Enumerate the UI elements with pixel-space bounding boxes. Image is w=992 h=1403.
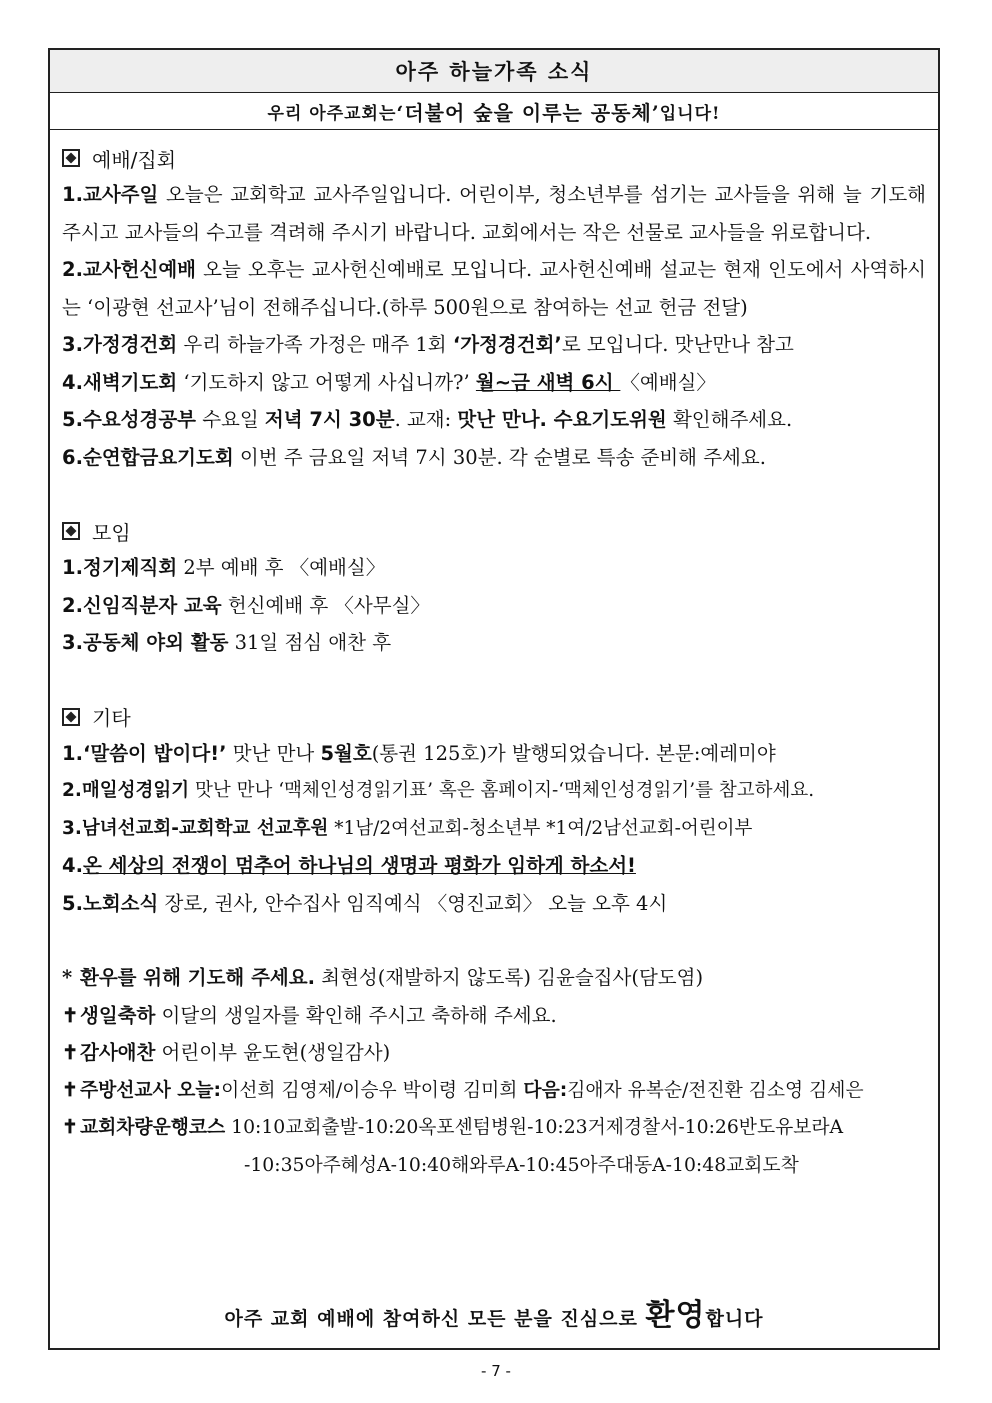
note-text: 이달의 생일자를 확인해 주시고 축하해 주세요.	[155, 1003, 557, 1027]
item-text: 헌신예배 후 〈사무실〉	[221, 593, 430, 617]
section-title: 기타	[92, 706, 131, 730]
motto-prefix: 우리 아주교회는	[267, 103, 397, 124]
note-text: 최현성(재발하지 않도록) 김윤슬집사(담도염)	[314, 966, 704, 989]
note-item	[62, 1034, 926, 1072]
item-emphasis: 월~금 새벽 6시	[475, 370, 621, 394]
item-text: 장로, 권사, 안수집사 임직예식 〈영진교회〉 오늘 오후 4시	[158, 891, 668, 915]
prayer-emphasis: 온 세상의 전쟁이 멈추어 하나님의 생명과 평화가 임하게 하소서!	[82, 854, 636, 877]
item-label: 2.매일성경읽기	[62, 780, 190, 801]
motto-line	[50, 93, 938, 130]
item-text: 2부 예배 후 〈예배실〉	[177, 556, 386, 579]
spacer	[62, 662, 926, 699]
section-heading	[62, 699, 926, 735]
route-continuation: -10:35아주혜성A-10:40해와루A-10:45아주대동A-10:48교회도착	[244, 1154, 799, 1176]
motto-suffix: 입니다!	[659, 103, 721, 124]
welcome-message	[50, 1290, 938, 1334]
motto-bold: ‘더불어 숲을 이루는 공동체’	[396, 100, 660, 125]
item-text: 우리 하늘가족 가정은 매주 1회	[177, 333, 453, 356]
section-worship	[62, 140, 926, 476]
note-text: 어린이부 윤도현(생일감사)	[155, 1041, 391, 1064]
section-etc	[62, 699, 926, 923]
note-text: 10:10교회출발-10:20옥포센텀병원-10:23거제경찰서-10:26반도유보라A	[225, 1117, 844, 1138]
item-text: (통권 125호)가 발행되었습니다. 본문:예레미야	[371, 741, 776, 765]
section-title: 예배/집회	[92, 147, 177, 172]
item-label: 5.수요성경공부	[62, 408, 196, 431]
item-text: 맛난 만나	[226, 741, 321, 765]
welcome-text: 아주 교회 예배에 참여하신 모든 분을 진심으로	[224, 1308, 646, 1330]
list-item	[62, 401, 926, 439]
list-item	[62, 326, 926, 364]
item-emphasis: 저녁 7시 30분	[264, 408, 395, 431]
diamond-box-icon	[62, 522, 80, 540]
item-text: 수요일	[196, 408, 265, 431]
note-item	[62, 997, 926, 1035]
item-label: 4.새벽기도회	[62, 370, 178, 394]
item-text: 오늘은 교회학교 교사주일입니다. 어린이부, 청소년부를 섬기는 교사들을 위해 늘 기도해 주시고 교사들의 수고를 격려해 주시기 바랍니다. 교회에서는 작은 선물로 교사들을 위로합니다.	[62, 183, 926, 244]
list-item	[62, 587, 926, 625]
list-item	[62, 735, 926, 773]
list-item	[62, 251, 926, 326]
cross-icon: ✝	[62, 1078, 78, 1101]
list-item	[62, 810, 926, 848]
page-number: - 7 -	[481, 1362, 511, 1380]
list-item	[62, 176, 926, 251]
spacer	[62, 476, 926, 513]
item-label: 5.노회소식	[62, 891, 159, 915]
item-text: 이번 주 금요일 저녁 7시 30분. 각 순별로 특송 준비해 주세요.	[233, 445, 766, 469]
list-item	[62, 439, 926, 477]
spacer	[62, 922, 926, 959]
section-heading	[62, 140, 926, 176]
page-title: 아주 하늘가족 소식	[50, 50, 938, 93]
note-item	[62, 1072, 926, 1110]
item-text: *1남/2여선교회-청소년부 *1여/2남선교회-어린이부	[328, 817, 753, 839]
item-text: . 교재:	[394, 408, 458, 431]
item-label: 6.순연합금요기도회	[62, 445, 234, 469]
list-item	[62, 847, 926, 885]
item-emphasis: 맛난 만나. 수요기도위원	[457, 408, 667, 431]
item-text: 31일 점심 애찬 후	[228, 631, 392, 654]
item-text: 〈예배실〉	[620, 370, 716, 394]
item-label: 3.남녀선교회-교회학교 선교후원	[62, 817, 329, 839]
item-text: ‘기도하지 않고 어떻게 사십니까?’	[177, 370, 476, 394]
item-label: 1.‘말씀이 밥이다!’	[62, 741, 227, 765]
list-item	[62, 364, 926, 402]
diamond-box-icon	[62, 708, 80, 726]
note-emphasis: 다음:	[523, 1079, 568, 1101]
item-label: 4.	[62, 854, 83, 877]
item-label: 3.가정경건회	[62, 333, 178, 356]
item-emphasis: ‘가정경건회’	[452, 333, 562, 356]
item-text: 확인해주세요.	[666, 408, 793, 431]
item-label: 3.공동체 야외 활동	[62, 631, 229, 654]
list-item	[62, 885, 926, 923]
newsletter-frame	[48, 48, 940, 1350]
note-item	[62, 959, 926, 997]
item-text: 로 모입니다. 맛난만나 참고	[561, 333, 794, 356]
welcome-text: 합니다	[705, 1308, 764, 1330]
note-label: 환우를 위해 기도해 주세요.	[80, 966, 315, 989]
diamond-box-icon	[62, 149, 80, 167]
section-meetings	[62, 513, 926, 662]
section-heading	[62, 513, 926, 549]
note-label: 감사애찬	[80, 1041, 156, 1064]
section-title: 모임	[92, 520, 131, 545]
item-emphasis: 5월호	[320, 741, 372, 765]
note-text: 김애자 유복순/전진환 김소영 김세은	[567, 1079, 864, 1101]
asterisk-icon: *	[62, 966, 73, 989]
list-item	[62, 772, 926, 810]
cross-icon: ✝	[62, 1116, 78, 1138]
notes-block	[62, 959, 926, 1184]
note-item	[62, 1109, 926, 1147]
note-text: 이선희 김영제/이승우 박이령 김미희	[221, 1079, 524, 1101]
item-text: 오늘 오후는 교사헌신예배로 모입니다. 교사헌신예배 설교는 현재 인도에서 사역하시는 ‘이광현 선교사’님이 전해주십니다.(하루 500원으로 참여하는 선교 헌금 전달)	[62, 258, 926, 319]
note-label: 주방선교사 오늘:	[80, 1079, 222, 1101]
list-item	[62, 624, 926, 662]
cross-icon: ✝	[62, 1041, 79, 1064]
item-text: 맛난 만나 ‘맥체인성경읽기표’ 혹은 홈페이지-‘맥체인성경읽기’를 참고하세요.	[189, 780, 815, 801]
list-item	[62, 549, 926, 587]
note-label: 생일축하	[80, 1003, 156, 1027]
note-label: 교회차량운행코스	[80, 1117, 226, 1138]
cross-icon: ✝	[62, 1003, 79, 1027]
item-label: 2.신임직분자 교육	[62, 593, 222, 617]
welcome-emphasis: 환영	[645, 1298, 706, 1333]
item-label: 2.교사헌신예배	[62, 258, 196, 281]
item-label: 1.정기제직회	[62, 556, 178, 579]
item-label: 1.교사주일	[62, 183, 159, 206]
newsletter-content	[50, 130, 938, 1184]
